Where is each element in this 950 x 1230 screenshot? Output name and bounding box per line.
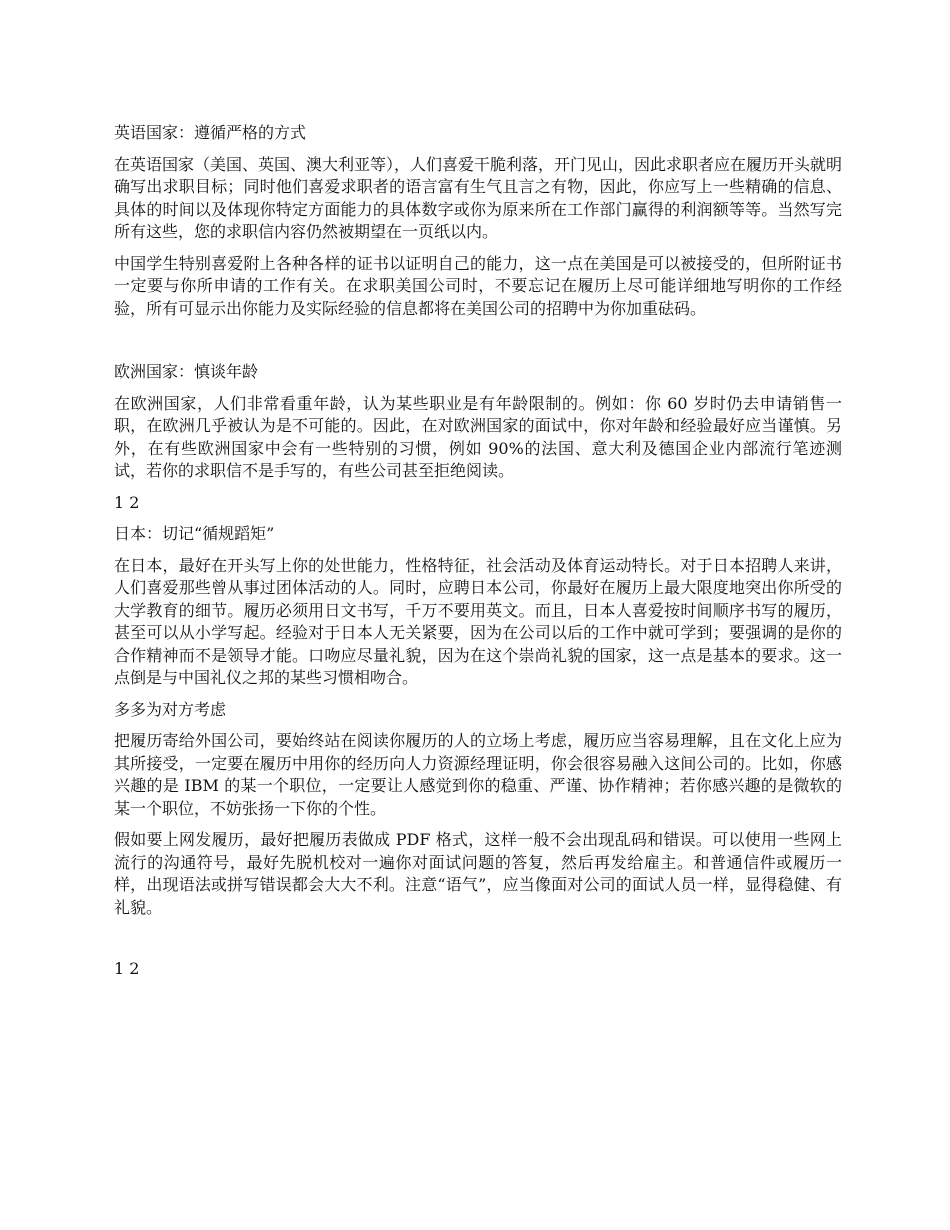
paragraph-consider-1: 把履历寄给外国公司，要始终站在阅读你履历的人的立场上考虑，履历应当容易理解，且在文化上应为其所接受，一定要在履历中用你的经历向人力资源经理证明，你会很容易融入这间公司的。比如，你感兴趣的是 IBM 的某一个职位，一定要让人感觉到你的稳重、严谨、协作精神；若你感兴趣的是微软的某一个职位，不妨张扬一下你的个性。 bbox=[114, 731, 842, 818]
page-marker: 1 2 bbox=[114, 959, 140, 978]
paragraph-english-1: 在英语国家（美国、英国、澳大利亚等），人们喜爱干脆利落，开门见山，因此求职者应在履历开头就明确写出求职目标；同时他们喜爱求职者的语言富有生气且言之有物，因此，你应写上一些精确的信息、具体的时间以及体现你特定方面能力的具体数字或你为原来所在工作部门赢得的利润额等等。当然写完所有这些，您的求职信内容仍然被期望在一页纸以内。 bbox=[114, 154, 843, 241]
section-spacer bbox=[114, 329, 842, 361]
paragraph-japan-1: 在日本，最好在开头写上你的处世能力，性格特征，社会活动及体育运动特长。对于日本招聘人来讲，人们喜爱那些曾从事过团体活动的人。同时，应聘日本公司，你最好在履历上最大限度地突出你所受的大学教育的细节。履历必须用日文书写，千万不要用英文。而且，日本人喜爱按时间顺序书写的履历，甚至可以从小学写起。经验对于日本人无关紧要，因为在公司以后的工作中就可学到；要强调的是你的合作精神而不是领导才能。口吻应尽量礼貌，因为在这个崇尚礼貌的国家，这一点是基本的要求。这一点倒是与中国礼仪之邦的某些习惯相吻合。 bbox=[114, 555, 842, 687]
document-page bbox=[114, 122, 842, 990]
section-heading-japan: 日本：切记“循规蹈矩” bbox=[114, 524, 275, 543]
section-heading-consider: 多多为对方考虑 bbox=[114, 699, 227, 719]
page-marker: 1 2 bbox=[114, 492, 140, 512]
paragraph-consider-2: 假如要上网发履历，最好把履历表做成 PDF 格式，这样一般不会出现乱码和错误。可以使用一些网上流行的沟通符号，最好先脱机校对一遍你对面试问题的答复，然后再发给雇主。和普通信件或履历一样，出现语法或拼写错误都会大大不利。注意“语气”，应当像面对公司的面试人员一样，显得稳健、有礼貌。 bbox=[114, 830, 842, 917]
paragraph-europe-1: 在欧洲国家，人们非常看重年龄，认为某些职业是有年龄限制的。例如：你 60 岁时仍去申请销售一职，在欧洲几乎被认为是不可能的。因此，在对欧洲国家的面试中，你对年龄和经验最好应当谨慎。另外，在有些欧洲国家中会有一些特别的习惯，例如 90%的法国、意大利及德国企业内部流行笔迹测试，若你的求职信不是手写的，有些公司甚至拒绝阅读。 bbox=[114, 393, 842, 480]
section-heading-english: 英语国家：遵循严格的方式 bbox=[114, 123, 307, 142]
paragraph-english-2: 中国学生特别喜爱附上各种各样的证书以证明自己的能力，这一点在美国是可以被接受的，但所附证书一定要与你所申请的工作有关。在求职美国公司时，不要忘记在履历上尽可能详细地写明你的工作经验，所有可显示出你能力及实际经验的信息都将在美国公司的招聘中为你加重砝码。 bbox=[114, 253, 842, 318]
section-spacer bbox=[114, 928, 842, 958]
section-heading-europe: 欧洲国家：慎谈年龄 bbox=[114, 362, 259, 381]
